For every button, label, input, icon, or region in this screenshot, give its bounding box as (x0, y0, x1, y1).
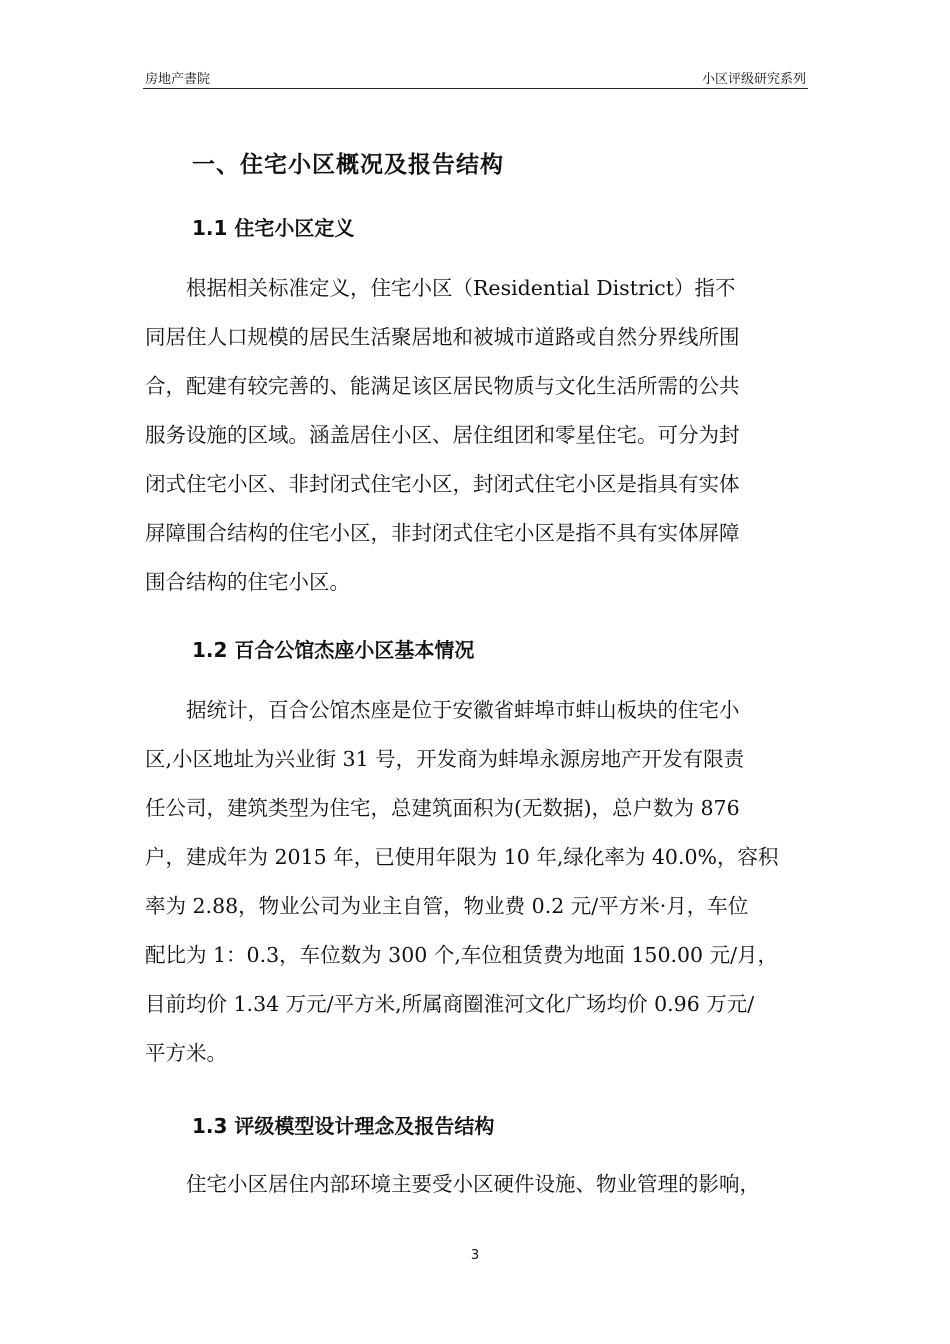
paragraph-line: 住宅小区居住内部环境主要受小区硬件设施、物业管理的影响， (186, 1172, 760, 1196)
paragraph-line: 据统计，百合公馆杰座是位于安徽省蚌埠市蚌山板块的住宅小 (186, 698, 740, 722)
paragraph-line: 服务设施的区域。涵盖居住小区、居住组团和零星住宅。可分为封 (145, 423, 740, 447)
paragraph-line: 任公司，建筑类型为住宅，总建筑面积为(无数据)，总户数为 876 (145, 796, 740, 820)
section-paragraph-1-3 (145, 1160, 810, 1209)
paragraph-line: 闭式住宅小区、非封闭式住宅小区，封闭式住宅小区是指具有实体 (145, 472, 740, 496)
page-number: 3 (470, 1248, 480, 1263)
paragraph-line: 根据相关标准定义，住宅小区（Residential District）指不 (186, 276, 736, 300)
paragraph-line: 平方米。 (145, 1041, 227, 1065)
chapter-title: 一、住宅小区概况及报告结构 (192, 152, 504, 178)
page-header (143, 66, 808, 89)
paragraph-line: 合，配建有较完善的、能满足该区居民物质与文化生活所需的公共 (145, 374, 740, 398)
paragraph-line: 围合结构的住宅小区。 (145, 570, 350, 594)
paragraph-line: 屏障围合结构的住宅小区，非封闭式住宅小区是指不具有实体屏障 (145, 521, 740, 545)
paragraph-line: 目前均价 1.34 万元/平方米,所属商圈淮河文化广场均价 0.96 万元/ (145, 992, 755, 1016)
header-right-text: 小区评级研究系列 (701, 72, 806, 87)
section-heading-1-2: 1.2 百合公馆杰座小区基本情况 (192, 638, 475, 662)
section-paragraph-1-2 (145, 686, 810, 1078)
header-left-text: 房地产書院 (145, 72, 211, 87)
paragraph-line: 配比为 1：0.3，车位数为 300 个,车位租赁费为地面 150.00 元/月， (145, 943, 779, 967)
paragraph-line: 同居住人口规模的居民生活聚居地和被城市道路或自然分界线所围 (145, 325, 740, 349)
paragraph-line: 区,小区地址为兴业街 31 号，开发商为蚌埠永源房地产开发有限责 (145, 747, 745, 771)
section-paragraph-1-1 (145, 264, 810, 607)
section-heading-1-3: 1.3 评级模型设计理念及报告结构 (192, 1114, 495, 1138)
paragraph-line: 率为 2.88，物业公司为业主自管，物业费 0.2 元/平方米·月，车位 (145, 894, 749, 918)
paragraph-line: 户，建成年为 2015 年，已使用年限为 10 年,绿化率为 40.0%，容积 (145, 845, 779, 869)
section-heading-1-1: 1.1 住宅小区定义 (192, 216, 355, 240)
